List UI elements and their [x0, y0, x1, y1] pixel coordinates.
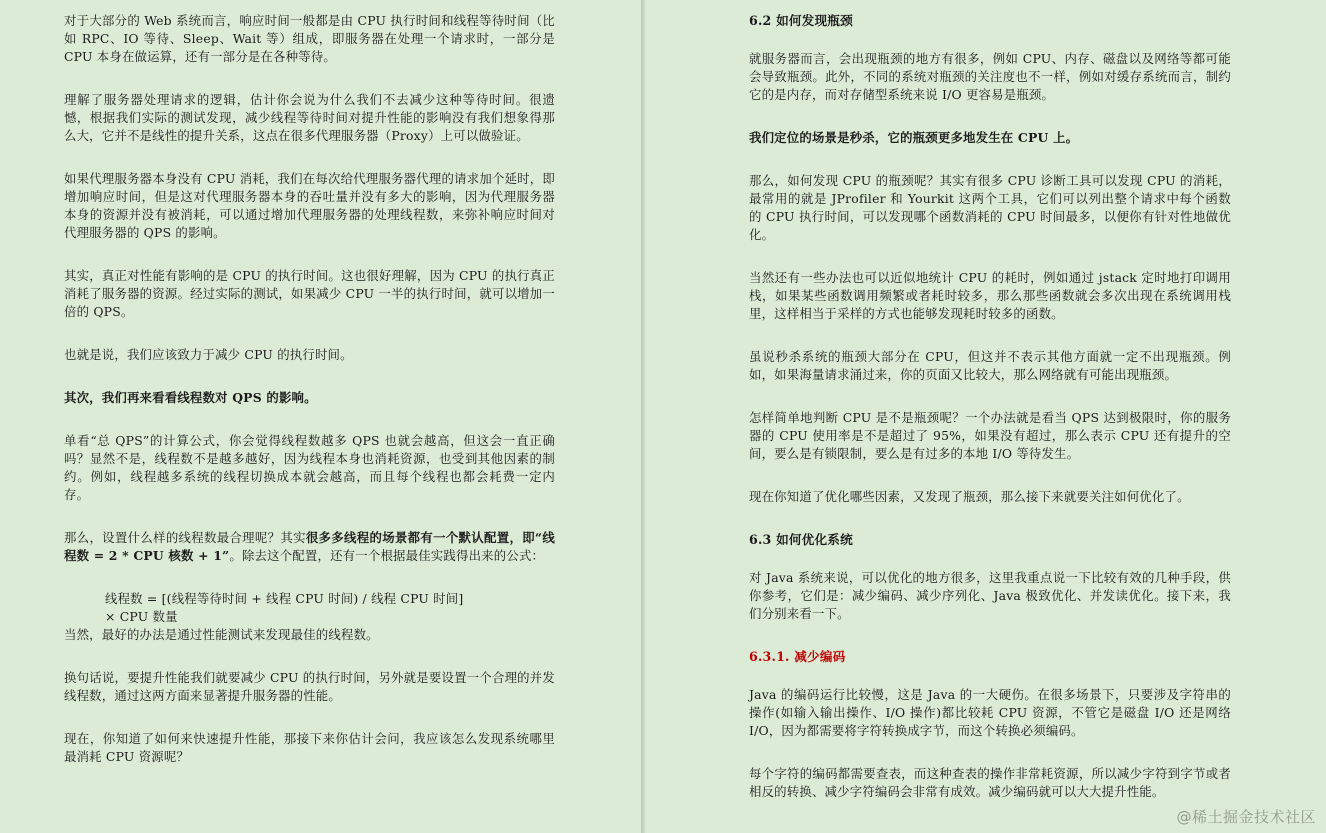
paragraph: 那么，如何发现 CPU 的瓶颈呢？其实有很多 CPU 诊断工具可以发现 CPU 的消耗，最常用的就是 JProfiler 和 Yourkit 这两个工具，它们可以列出整个请求中每个函数的 CPU 执行时间，可以发现哪个函数消耗的 CPU 时间最多，以便你有针对性地做优化。 — [749, 173, 1231, 242]
subsection-heading: 6.3.1. 减少编码 — [749, 649, 846, 664]
section-heading: 6.3 如何优化系统 — [749, 532, 853, 547]
paragraph: Java 的编码运行比较慢，这是 Java 的一大硬伤。在很多场景下，只要涉及字符串的操作(如输入输出操作、I/O 操作)都比较耗 CPU 资源，不管它是磁盘 I/O 还是网络 I/O，因为都需要将字符转换成字节，而这个转换必须编码。 — [749, 687, 1231, 738]
bold-paragraph: 其次，我们再来看看线程数对 QPS 的影响。 — [64, 390, 317, 405]
paragraph: 其实，真正对性能有影响的是 CPU 的执行时间。这也很好理解，因为 CPU 的执行真正消耗了服务器的资源。经过实际的测试，如果减少 CPU 一半的执行时间，就可以增加一倍的 QPS。 — [64, 268, 555, 319]
paragraph: 对 Java 系统来说，可以优化的地方很多，这里我重点说一下比较有效的几种手段，供你参考，它们是：减少编码、减少序列化、Java 极致优化、并发读优化。接下来，我们分别来看一下。 — [749, 570, 1231, 621]
right-page — [647, 0, 1326, 833]
paragraph: 现在你知道了优化哪些因素，又发现了瓶颈，那么接下来就要关注如何优化了。 — [749, 489, 1190, 504]
paragraph: 单看“总 QPS”的计算公式，你会觉得线程数越多 QPS 也就会越高，但这会一直正确吗？显然不是，线程数不是越多越好，因为线程本身也消耗资源，也受到其他因素的制约。例如，线程越多系统的线程切换成本就会越高，而且每个线程也都会耗费一定内存。 — [64, 433, 555, 502]
text-run: 那么，设置什么样的线程数最合理呢？其实 — [64, 530, 306, 545]
emphasis-text: 很多多线程的场景都有一个默认配置，即“线程数 = 2 * CPU 核数 + 1” — [64, 530, 555, 563]
left-page — [0, 0, 641, 833]
watermark-text: @稀土掘金技术社区 — [1176, 808, 1316, 826]
paragraph: 当然，最好的办法是通过性能测试来发现最佳的线程数。 — [64, 627, 379, 642]
paragraph: 每个字符的编码都需要查表，而这种查表的操作非常耗资源，所以减少字符到字节或者相反的转换、减少字符编码会非常有成效。减少编码就可以大大提升性能。 — [749, 766, 1231, 799]
bold-paragraph: 我们定位的场景是秒杀，它的瓶颈更多地发生在 CPU 上。 — [749, 130, 1079, 145]
paragraph: 现在，你知道了如何来快速提升性能，那接下来你估计会问，我应该怎么发现系统哪里最消耗 CPU 资源呢？ — [64, 731, 555, 764]
paragraph: 也就是说，我们应该致力于减少 CPU 的执行时间。 — [64, 347, 353, 362]
paragraph: 对于大部分的 Web 系统而言，响应时间一般都是由 CPU 执行时间和线程等待时间（比如 RPC、IO 等待、Sleep、Wait 等）组成，即服务器在处理一个请求时，一部分是 CPU 本身在做运算，还有一部分是在各种等待。 — [64, 13, 555, 64]
formula-line: × CPU 数量 — [105, 609, 178, 624]
section-heading: 6.2 如何发现瓶颈 — [749, 13, 853, 28]
formula-line: 线程数 = [(线程等待时间 + 线程 CPU 时间) / 线程 CPU 时间] — [105, 591, 464, 606]
paragraph: 当然还有一些办法也可以近似地统计 CPU 的耗时，例如通过 jstack 定时地打印调用栈，如果某些函数调用频繁或者耗时较多，那么那些函数就会多次出现在系统调用栈里，这样相当于采样的方式也能够发现耗时较多的函数。 — [749, 270, 1231, 321]
paragraph: 就服务器而言，会出现瓶颈的地方有很多，例如 CPU、内存、磁盘以及网络等都可能会导致瓶颈。此外，不同的系统对瓶颈的关注度也不一样，例如对缓存系统而言，制约它的是内存，而对存储型系统来说 I/O 更容易是瓶颈。 — [749, 51, 1231, 102]
paragraph: 理解了服务器处理请求的逻辑，估计你会说为什么我们不去减少这种等待时间。很遗憾，根据我们实际的测试发现，减少线程等待时间对提升性能的影响没有我们想象得那么大，它并不是线性的提升关系，这点在很多代理服务器（Proxy）上可以做验证。 — [64, 92, 555, 143]
paragraph: 如果代理服务器本身没有 CPU 消耗，我们在每次给代理服务器代理的请求加个延时，即增加响应时间，但是这对代理服务器本身的吞吐量并没有多大的影响，因为代理服务器本身的资源并没有被消耗，可以通过增加代理服务器的处理线程数，来弥补响应时间对代理服务器的 QPS 的影响。 — [64, 171, 555, 240]
text-run: 。除去这个配置，还有一个根据最佳实践得出来的公式： — [229, 548, 545, 563]
paragraph-with-emphasis — [64, 529, 555, 565]
paragraph: 虽说秒杀系统的瓶颈大部分在 CPU，但这并不表示其他方面就一定不出现瓶颈。例如，如果海量请求涌过来，你的页面又比较大，那么网络就有可能出现瓶颈。 — [749, 349, 1231, 382]
paragraph: 换句话说，要提升性能我们就要减少 CPU 的执行时间，另外就是要设置一个合理的并发线程数，通过这两方面来显著提升服务器的性能。 — [64, 670, 555, 703]
paragraph: 怎样简单地判断 CPU 是不是瓶颈呢？一个办法就是看当 QPS 达到极限时，你的服务器的 CPU 使用率是不是超过了 95%，如果没有超过，那么表示 CPU 还有提升的空间，要么是有锁限制，要么是有过多的本地 I/O 等待发生。 — [749, 410, 1231, 461]
